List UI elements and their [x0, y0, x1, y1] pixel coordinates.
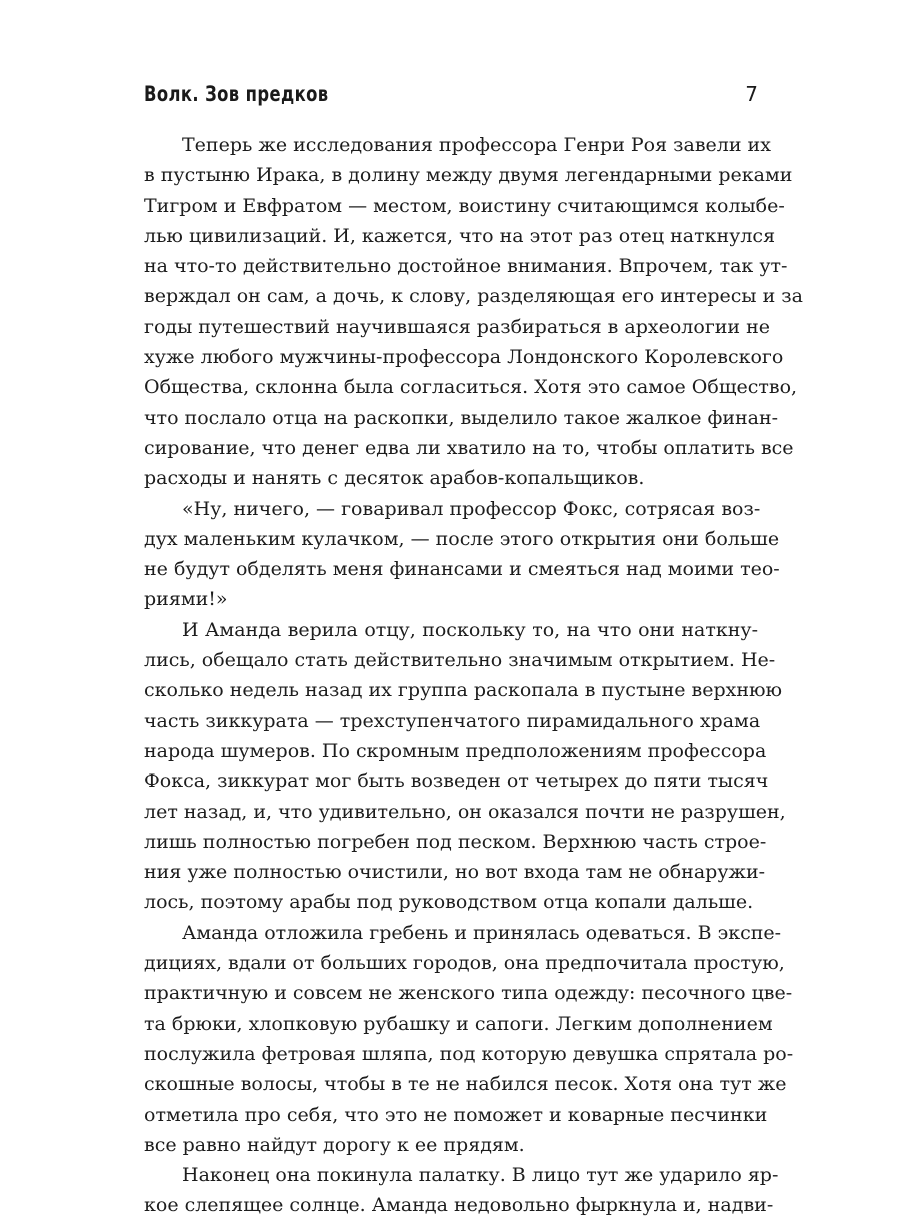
text-line: верждал он сам, а дочь, к слову, разделяющая его интересы и за — [144, 285, 803, 308]
text-line: лись, обещало стать действительно значимым открытием. Не- — [144, 649, 776, 672]
text-line: ния уже полностью очистили, но вот входа там не обнаружи- — [144, 861, 766, 884]
text-line: лет назад, и, что удивительно, он оказался почти не разрушен, — [144, 800, 786, 823]
text-line: часть зиккурата — трехступенчатого пирамидального храма — [144, 709, 761, 732]
paragraph — [144, 918, 794, 1160]
text-line: Фокса, зиккурат мог быть возведен от четырех до пяти тысяч — [144, 770, 769, 793]
body-text — [144, 130, 803, 1221]
text-line: все равно найдут дорогу к ее прядям. — [144, 1133, 525, 1156]
page-number: 7 — [745, 82, 758, 106]
text-line: «Ну, ничего, — говаривал профессор Фокс, сотрясая воз- — [182, 497, 761, 520]
text-line: та брюки, хлопковую рубашку и сапоги. Легким дополнением — [144, 1012, 773, 1035]
text-line: на что-то действительно достойное внимания. Впрочем, так ут- — [144, 255, 788, 278]
text-line: в пустыню Ирака, в долину между двумя легендарными реками — [144, 164, 793, 187]
text-line: скошные волосы, чтобы в те не набился песок. Хотя она тут же — [144, 1073, 787, 1096]
text-line: лью цивилизаций. И, кажется, что на этот раз отец наткнулся — [144, 224, 776, 247]
text-line: сколько недель назад их группа раскопала в пустыне верхнюю — [144, 679, 783, 702]
text-line: сирование, что денег едва ли хватило на то, чтобы оплатить все — [144, 436, 794, 459]
text-line: расходы и нанять с десяток арабов-копальщиков. — [144, 467, 645, 490]
text-line: кое слепящее солнце. Аманда недовольно фыркнула и, надви- — [144, 1194, 774, 1217]
paragraph — [144, 615, 786, 918]
paragraph — [144, 494, 780, 615]
running-head — [144, 82, 758, 122]
text-line: Аманда отложила гребень и принялась одеваться. В экспе- — [182, 921, 782, 944]
text-line: отметила про себя, что это не поможет и коварные песчинки — [144, 1103, 768, 1126]
text-line: Общества, склонна была согласиться. Хотя это самое Общество, — [144, 376, 798, 399]
text-line: лишь полностью погребен под песком. Верхнюю часть строе- — [144, 830, 767, 853]
text-line: лось, поэтому арабы под руководством отца копали дальше. — [144, 891, 754, 914]
text-line: не будут обделять меня финансами и смеяться над моими тео- — [144, 558, 780, 581]
text-line: дициях, вдали от больших городов, она предпочитала простую, — [144, 952, 785, 975]
text-line: хуже любого мужчины-профессора Лондонского Королевского — [144, 346, 784, 369]
text-line: годы путешествий научившаяся разбираться в археологии не — [144, 315, 771, 338]
text-line: Наконец она покинула палатку. В лицо тут же ударило яр- — [182, 1164, 779, 1187]
text-line: риями!» — [144, 588, 228, 611]
paragraph — [144, 1160, 779, 1221]
text-line: народа шумеров. По скромным предположениям профессора — [144, 739, 767, 762]
text-line: Тигром и Евфратом — местом, воистину считающимся колыбе- — [144, 194, 785, 217]
text-line: И Аманда верила отцу, поскольку то, на что они наткну- — [182, 618, 758, 641]
text-line: что послало отца на раскопки, выделило такое жалкое финан- — [144, 406, 779, 429]
paragraph — [144, 130, 803, 494]
book-title: Волк. Зов предков — [144, 82, 329, 106]
text-line: дух маленьким кулачком, — после этого открытия они больше — [144, 527, 780, 550]
text-line: Теперь же исследования профессора Генри Роя завели их — [182, 134, 771, 156]
text-line: практичную и совсем не женского типа одежду: песочного цве- — [144, 982, 793, 1005]
text-line: послужила фетровая шляпа, под которую девушка спрятала ро- — [144, 1042, 794, 1065]
